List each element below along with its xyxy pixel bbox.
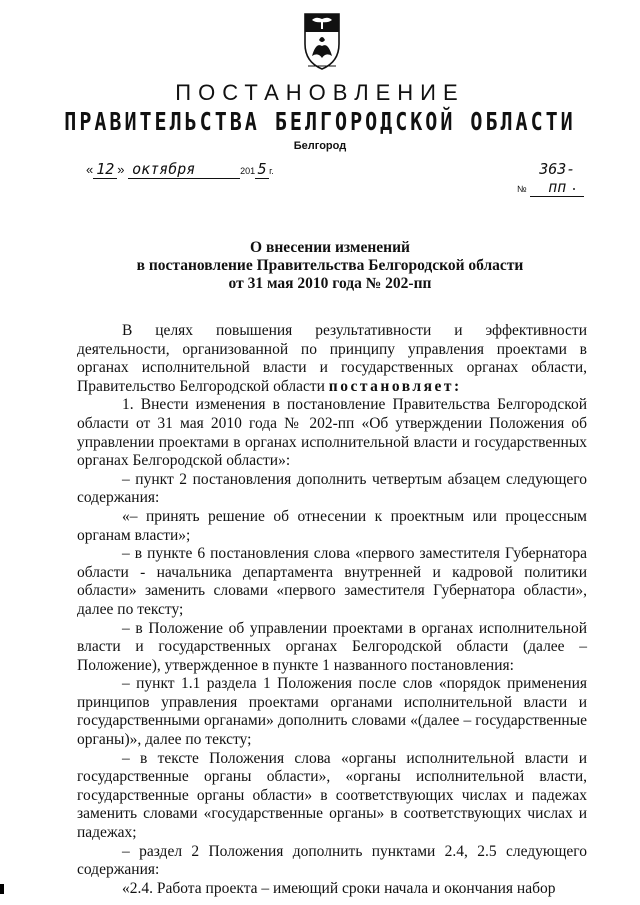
scan-edge-mark bbox=[0, 884, 4, 894]
body-paragraph: – в тексте Положения слова «органы исполнительной власти и государственные органы области», «органы исполнительной власти, государственные органы области» в соответствующих числах и падежах заменить словами «государственные органы» в соответствующих числах и падежах; bbox=[77, 749, 587, 842]
scan-speck bbox=[573, 188, 575, 190]
date-year-abbr: г. bbox=[269, 166, 274, 176]
date-open-quote: « bbox=[86, 162, 94, 177]
body-paragraph: – пункт 2 постановления дополнить четвертым абзацем следующего содержания: bbox=[77, 470, 587, 507]
date-year-prefix: 201 bbox=[240, 166, 256, 176]
body-paragraph: – пункт 1.1 раздела 1 Положения после слов «порядок применения принципов управления проектами органами исполнительной власти и государственными органами» дополнить словами «(далее – государственные органы)», далее по тексту; bbox=[77, 675, 587, 749]
number-value: 363-пп bbox=[530, 160, 584, 197]
coat-of-arms-icon bbox=[302, 10, 342, 72]
document-date bbox=[86, 160, 274, 179]
body-paragraph: – раздел 2 Положения дополнить пунктами 2.4, 2.5 следующего содержания: bbox=[77, 842, 587, 879]
body-paragraph: «2.4. Работа проекта – имеющий сроки начала и окончания набор bbox=[122, 879, 556, 897]
date-year-suffix: 5 bbox=[255, 160, 269, 179]
document-type-title: ПОСТАНОВЛЕНИЕ bbox=[175, 80, 465, 105]
body-paragraph: – в Положение об управлении проектами в органах исполнительной власти и государственных органах Белгородской области (далее – Положение), утвержденное в пункте 1 названного постановления: bbox=[77, 619, 587, 674]
subject-line: О внесении изменений bbox=[250, 239, 410, 256]
date-day: 12 bbox=[93, 160, 117, 179]
document-number bbox=[517, 160, 584, 197]
subject-line: в постановление Правительства Белгородской области bbox=[136, 257, 524, 274]
body-paragraph bbox=[77, 322, 587, 396]
preamble-text: В целях повышения результативности и эффективности деятельности, организованной по принципу управления проектами в органах исполнительной власти и государственных органах области, Правительство Белгородской области bbox=[77, 322, 587, 395]
issuing-authority-title: ПРАВИТЕЛЬСТВА БЕЛГОРОДСКОЙ ОБЛАСТИ bbox=[64, 106, 576, 136]
document-body bbox=[77, 322, 587, 898]
body-paragraph: «– принять решение об отнесении к проектным или процессным органам власти»; bbox=[77, 507, 587, 544]
resolves-keyword: постановляет: bbox=[328, 377, 462, 395]
city-name: Белгород bbox=[293, 140, 347, 152]
body-paragraph: – в пункте 6 постановления слова «первого заместителя Губернатора области - начальника департамента внутренней и кадровой политики области» заменить словами «первого заместителя Губернатора области», далее по тексту; bbox=[77, 545, 587, 618]
document-subject bbox=[120, 239, 540, 293]
subject-line: от 31 мая 2010 года № 202-пп bbox=[228, 275, 432, 292]
date-month: октября bbox=[128, 160, 240, 179]
number-label: № bbox=[517, 184, 527, 194]
date-close-quote: » bbox=[117, 162, 125, 177]
body-paragraph: 1. Внести изменения в постановление Правительства Белгородской области от 31 мая 2010 года № 202-пп «Об утверждении Положения об управлении проектами в органах исполнительной власти и государственных органах Белгородской области»: bbox=[77, 396, 587, 470]
